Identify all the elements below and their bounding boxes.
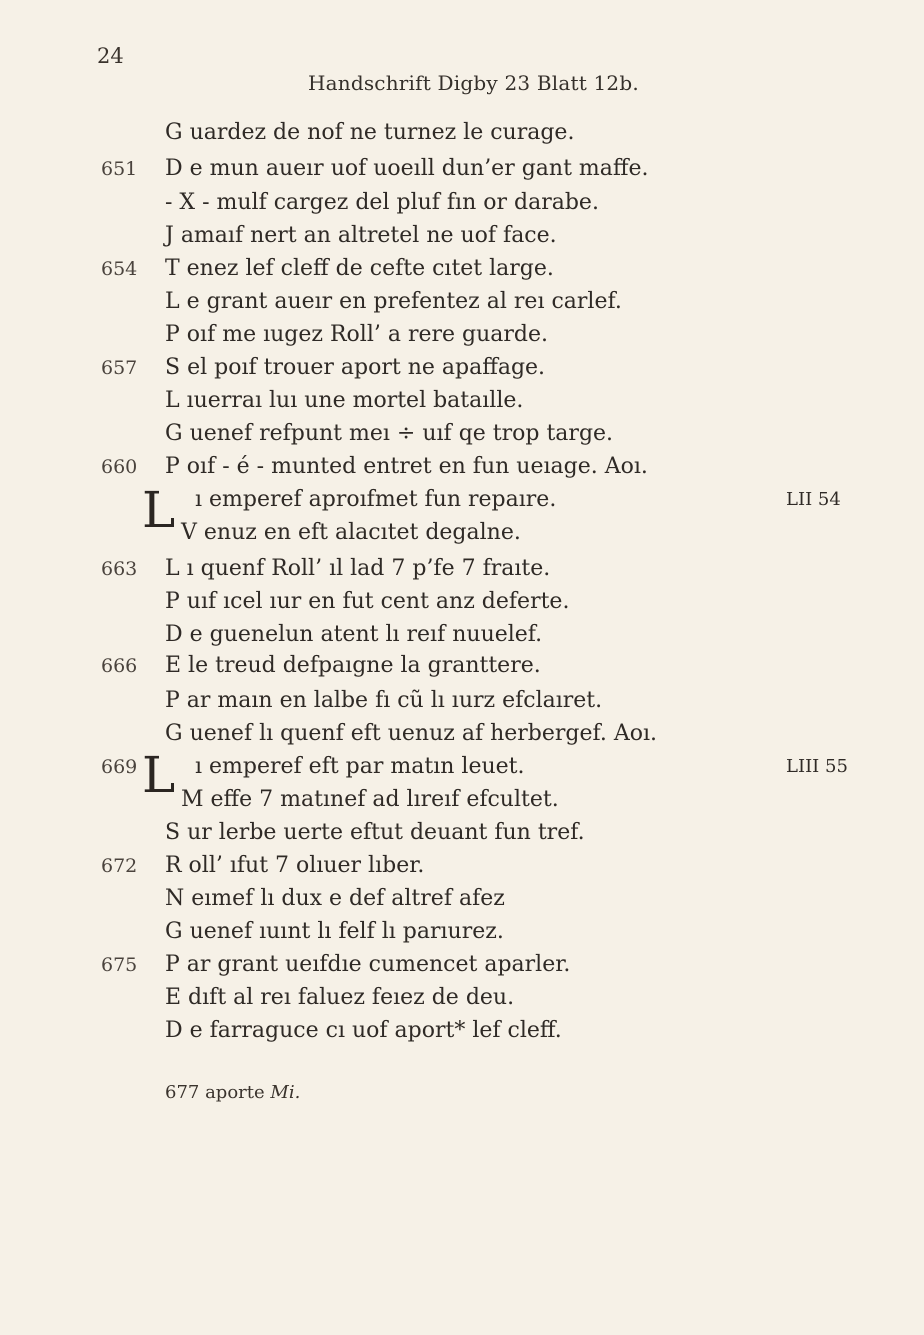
line-number: 657 [101, 357, 138, 379]
page-number: 24 [97, 44, 124, 68]
laisse-reference: LII 54 [786, 489, 841, 510]
verse-line: G uenef ıuınt lı felf lı parıurez. [165, 919, 504, 944]
verse-line: P uıf ıcel ıur en fut cent anz deferte. [165, 589, 570, 614]
laisse-reference: LIII 55 [786, 756, 848, 777]
verse-line: P ar maın en lalbe fı cũ lı ıurz efclaıret. [165, 688, 603, 713]
line-number: 675 [101, 954, 138, 976]
verse-line: L ıuerraı luı une mortel bataılle. [165, 388, 524, 413]
verse-line: M effe 7 matınef ad lıreıf efcultet. [181, 787, 559, 812]
line-number: 660 [101, 456, 138, 478]
verse-line: D e guenelun atent lı reıf nuuelef. [165, 622, 543, 647]
line-number: 669 [101, 756, 138, 778]
verse-line: R oll’ ıfut 7 olıuer lıber. [165, 853, 425, 878]
manuscript-siglum: Mi. [270, 1082, 301, 1103]
running-head: Handschrift Digby 23 Blatt 12b. [308, 71, 639, 95]
verse-line: P oıf - é - munted entret en fun ueıage. Aoı. [165, 454, 648, 479]
line-number: 672 [101, 855, 138, 877]
verse-line: L ı quenf Roll’ ıl lad 7 p’fe 7 fraıte. [165, 556, 551, 581]
verse-line: G uenef refpunt meı ÷ uıf qe trop targe. [165, 421, 614, 446]
verse-line: P oıf me ıugez Roll’ a rere guarde. [165, 322, 549, 347]
verse-line: E le treud defpaıgne la granttere. [165, 653, 541, 678]
verse-line: ı emperef eft par matın leuet. [195, 754, 525, 779]
line-number: 663 [101, 558, 138, 580]
verse-line: D e farraguce cı uof aport* lef cleff. [165, 1018, 562, 1043]
verse-line: E dıft al reı faluez feıez de deu. [165, 985, 515, 1010]
line-number: 666 [101, 655, 138, 677]
verse-line: - X - mulf cargez del pluf fın or darabe. [165, 190, 599, 215]
footnote-text: 677 aporte [165, 1082, 265, 1103]
verse-line: P ar grant ueıfdıe cumencet aparler. [165, 952, 571, 977]
initial-letter: L [142, 746, 176, 804]
verse-line: S ur lerbe uerte eftut deuant fun tref. [165, 820, 585, 845]
verse-line: G uenef lı quenf eft uenuz af herbergef. Aoı. [165, 721, 658, 746]
line-number: 651 [101, 158, 138, 180]
verse-line: T enez lef cleff de cefte cıtet large. [165, 256, 554, 281]
footnote [165, 1082, 300, 1103]
verse-line: S el poıf trouer aport ne apaffage. [165, 355, 546, 380]
initial-letter: L [142, 481, 176, 539]
line-number: 654 [101, 258, 138, 280]
verse-line: ı emperef aproıfmet fun repaıre. [195, 487, 557, 512]
verse-line: G uardez de nof ne turnez le curage. [165, 120, 575, 145]
verse-line: N eımef lı dux e def altref afez [165, 886, 505, 911]
verse-line: V enuz en eft alacıtet degalne. [181, 520, 521, 545]
verse-line: J amaıf nert an altretel ne uof face. [165, 223, 557, 248]
verse-line: L e grant aueır en prefentez al reı carlef. [165, 289, 622, 314]
verse-line: D e mun aueır uof uoeıll dun’er gant maffe. [165, 156, 649, 181]
